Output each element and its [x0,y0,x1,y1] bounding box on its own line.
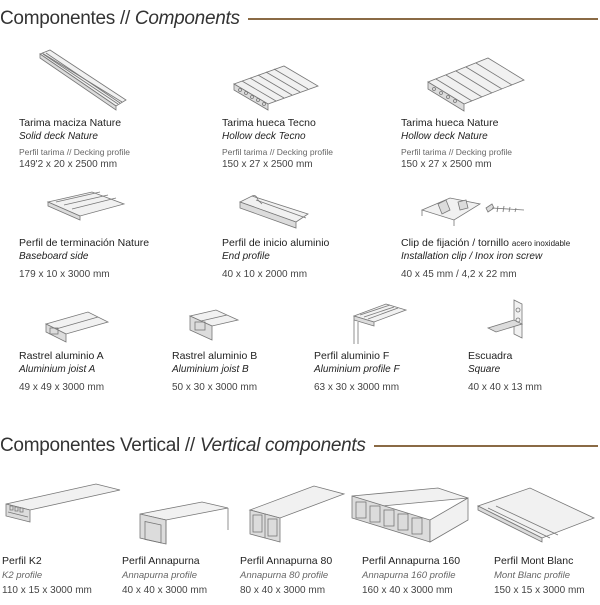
vertical-en-name: Annapurna 80 profile [240,570,329,581]
component-en-name: End profile [222,251,270,262]
vertical-dims: 150 x 15 x 3000 mm [494,585,585,596]
section-rule [374,445,598,447]
end-profile-icon [236,194,312,230]
component-name: Tarima maciza Nature [19,117,122,129]
component-dims: 50 x 30 x 3000 mm [172,382,258,393]
component-en-name: Aluminium joist B [172,364,249,375]
clip-name-main: Clip de fijación / tornillo [401,237,509,249]
vertical-dims: 80 x 40 x 3000 mm [240,585,326,596]
annapurna-160-icon [350,486,470,544]
square-bracket-icon [486,298,530,342]
title-en: Components [134,8,240,29]
component-profile: Perfil tarima // Decking profile [401,147,513,157]
component-dims: 179 x 10 x 3000 mm [19,269,110,280]
vertical-en-name: Annapurna profile [122,570,197,581]
component-dims: 40 x 45 mm / 4,2 x 22 mm [401,269,517,280]
section-title-components [0,8,240,30]
component-name: Escuadra [468,350,513,362]
joist-b-icon [186,308,242,344]
title-es: Componentes Vertical // [0,435,195,456]
component-name: Perfil de inicio aluminio [222,237,330,249]
component-en-name: Hollow deck Tecno [222,131,306,142]
component-en-name: Solid deck Nature [19,131,98,142]
component-name: Tarima hueca Nature [401,117,499,129]
component-dims: 150 x 27 x 2500 mm [401,159,492,170]
component-en-name: Baseboard side [19,251,89,262]
joist-a-icon [42,310,112,344]
hollow-deck-nature-icon [426,56,526,112]
annapurna-80-icon [248,484,348,544]
vertical-dims: 40 x 40 x 3000 mm [122,585,208,596]
component-name: Rastrel aluminio A [19,350,104,362]
profile-f-icon [346,302,410,346]
annapurna-profile-icon [138,500,234,546]
vertical-name: Perfil Annapurna 160 [362,555,461,567]
component-name: Tarima hueca Tecno [222,117,316,129]
component-dims: 40 x 40 x 13 mm [468,382,542,393]
component-en-name: Square [468,364,501,375]
component-en-name: Aluminium profile F [314,364,400,375]
k2-profile-icon [4,482,122,542]
section-header-vertical [0,435,600,457]
vertical-dims: 110 x 15 x 3000 mm [2,585,92,596]
vertical-name: Perfil Mont Blanc [494,555,574,567]
clip-screw-icon [420,194,530,228]
vertical-en-name: Mont Blanc profile [494,570,571,581]
component-name: Perfil aluminio F [314,350,390,362]
title-es: Componentes // [0,8,130,29]
component-profile: Perfil tarima // Decking profile [19,147,131,157]
hollow-deck-tecno-icon [232,64,320,112]
mont-blanc-icon [476,486,596,544]
vertical-en-name: Annapurna 160 profile [362,570,456,581]
component-dims: 63 x 30 x 3000 mm [314,382,400,393]
component-dims: 40 x 10 x 2000 mm [222,269,308,280]
component-profile: Perfil tarima // Decking profile [222,147,334,157]
solid-deck-icon [38,48,128,110]
baseboard-icon [46,190,126,224]
component-dims: 149'2 x 20 x 2500 mm [19,159,118,170]
title-en: Vertical components [199,435,366,456]
component-en-name: Installation clip / Inox iron screw [401,251,543,262]
vertical-en-name: K2 profile [2,570,43,581]
section-header-components [0,8,600,30]
component-en-name: Hollow deck Nature [401,131,488,142]
clip-name-small: acero inoxidable [511,239,571,248]
section-rule [248,18,598,20]
component-name: Perfil de terminación Nature [19,237,150,249]
vertical-name: Perfil K2 [2,555,42,567]
component-name [401,237,570,250]
component-en-name: Aluminium joist A [19,364,96,375]
component-name: Rastrel aluminio B [172,350,258,362]
component-dims: 49 x 49 x 3000 mm [19,382,105,393]
vertical-name: Perfil Annapurna 80 [240,555,333,567]
vertical-name: Perfil Annapurna [122,555,200,567]
section-title-vertical [0,435,366,457]
component-dims: 150 x 27 x 2500 mm [222,159,313,170]
vertical-dims: 160 x 40 x 3000 mm [362,585,453,596]
